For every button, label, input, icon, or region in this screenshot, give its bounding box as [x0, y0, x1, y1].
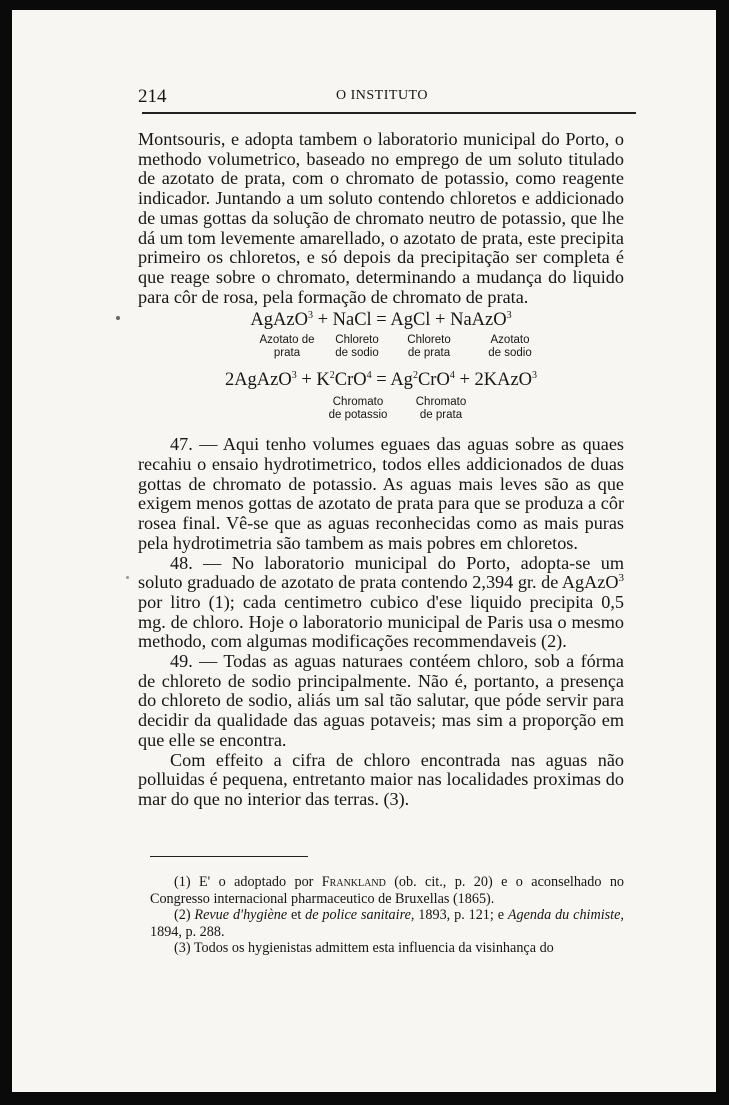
body-text: [138, 130, 624, 810]
formula-caption: Azotato de sodio: [488, 334, 532, 360]
paragraph-49: 49. — Todas as aguas naturaes contéem chloro, sob a fórma de chloreto de sodio principalmente. Não é, portanto, a presença do chloreto de sodio, aliás um sal tão salutar, que póde servir para decidir da qualidade das aguas potaveis; mas sim a proporção em que elle se encontra.: [138, 651, 624, 750]
formula-caption: Chloreto de prata: [407, 334, 451, 360]
formula-superscript: 3: [291, 370, 297, 382]
formula-term: CrO: [334, 370, 367, 391]
paragraph-47: 47. — Aqui tenho volumes eguaes das aguas sobre as quaes recahiu o ensaio hydrotimetrico, todos elles addicionados de duas gottas de chromato de potassio. As aguas mais leves são as que exigem menos gottas de azotato de prata para que se produza a côr rosea final. Vê-se que as aguas reconhecidas como as mais puras pela hydrotimetria são tambem as mais pobres em chloretos.: [138, 434, 624, 553]
page-header: [138, 86, 626, 114]
formula-superscript: 3: [532, 370, 538, 382]
formula-caption: Azotato de prata: [259, 334, 315, 360]
paragraph-continuation: Montsouris, e adopta tambem o laboratorio municipal do Porto, o methodo volumetrico, baseado no emprego de um soluto titulado de azotato de prata, com o chromato de potassio, como reagente indicador. Juntando a um soluto contendo chloretos e addicionado de umas gottas da solução de chromato neutro de potassio, que lhe dá um tom levemente amarellado, o azotato de prata, este precipita primeiro os chloretos, e só depois da precipitação ser completa é que reage sobre o chromato, determinando a mudança do liquido para côr de rosa, pela formação de chromato de prata.: [138, 129, 624, 307]
footnote-2: (2) Revue d'hygiène et de police sanitaire, 1893, p. 121; e Agenda du chimiste, 1894, p. 288.: [150, 907, 624, 940]
scan-speck: [116, 316, 120, 320]
footnotes: [150, 874, 624, 957]
equation-silver-nitrate-sodium-chloride: [138, 311, 624, 369]
formula-line: [138, 311, 624, 331]
page-number: 214: [138, 86, 167, 107]
footnote-1: (1) E' o adoptado por Frankland (ob. cit., p. 20) e o aconselhado no Congresso internacional pharmaceutico de Bruxellas (1865).: [150, 874, 625, 907]
paragraph-49-continued: Com effeito a cifra de chloro encontrada nas aguas não polluidas é pequena, entretanto maior nas localidades proximas do mar do que no interior das terras. (3).: [138, 749, 624, 809]
formula-term: CrO: [417, 370, 450, 391]
equation-silver-nitrate-potassium-chromate: [138, 371, 624, 431]
formula-superscript: 2: [329, 370, 335, 382]
formula-term: + 2KAzO: [454, 370, 533, 391]
formula-superscript: 3: [618, 572, 624, 585]
paragraph-48: 48. — No laboratorio municipal do Porto, adopta-se um soluto graduado de azotato de prata contendo 2,394 gr. de AgAzO$^3$ por litro (1); cada centimetro cubico d'ese liquido precipita 0,5 mg. de chloro. Hoje o laboratorio municipal de Paris usa o mesmo methodo, com algumas modificações recommendaveis (2).: [138, 552, 624, 652]
book-page: [12, 10, 716, 1092]
formula-term: 2AgAzO: [224, 370, 292, 391]
formula-superscript: 3: [506, 310, 512, 322]
formula-term: = Ag: [371, 370, 413, 391]
running-title: O INSTITUTO: [336, 88, 428, 103]
formula-term: + K: [296, 370, 330, 391]
formula-caption: Chromato de potassio: [328, 396, 388, 422]
header-rule: [142, 112, 636, 114]
formula-term: AgAzO: [250, 310, 308, 331]
formula-line: [138, 371, 624, 391]
formula-superscript: 2: [412, 370, 418, 382]
formula-superscript: 4: [449, 370, 455, 382]
formula-superscript: 3: [307, 310, 313, 322]
formula-caption: Chromato de prata: [415, 396, 467, 422]
formula-term: + NaCl = AgCl + NaAzO: [312, 310, 507, 331]
formula-superscript: 4: [366, 370, 372, 382]
footnote-3: (3) Todos os hygienistas admittem esta influencia da visinhança do: [174, 940, 554, 956]
formula-caption: Chloreto de sodio: [335, 334, 379, 360]
scan-speck: [126, 576, 129, 579]
footnote-rule: [150, 856, 308, 857]
